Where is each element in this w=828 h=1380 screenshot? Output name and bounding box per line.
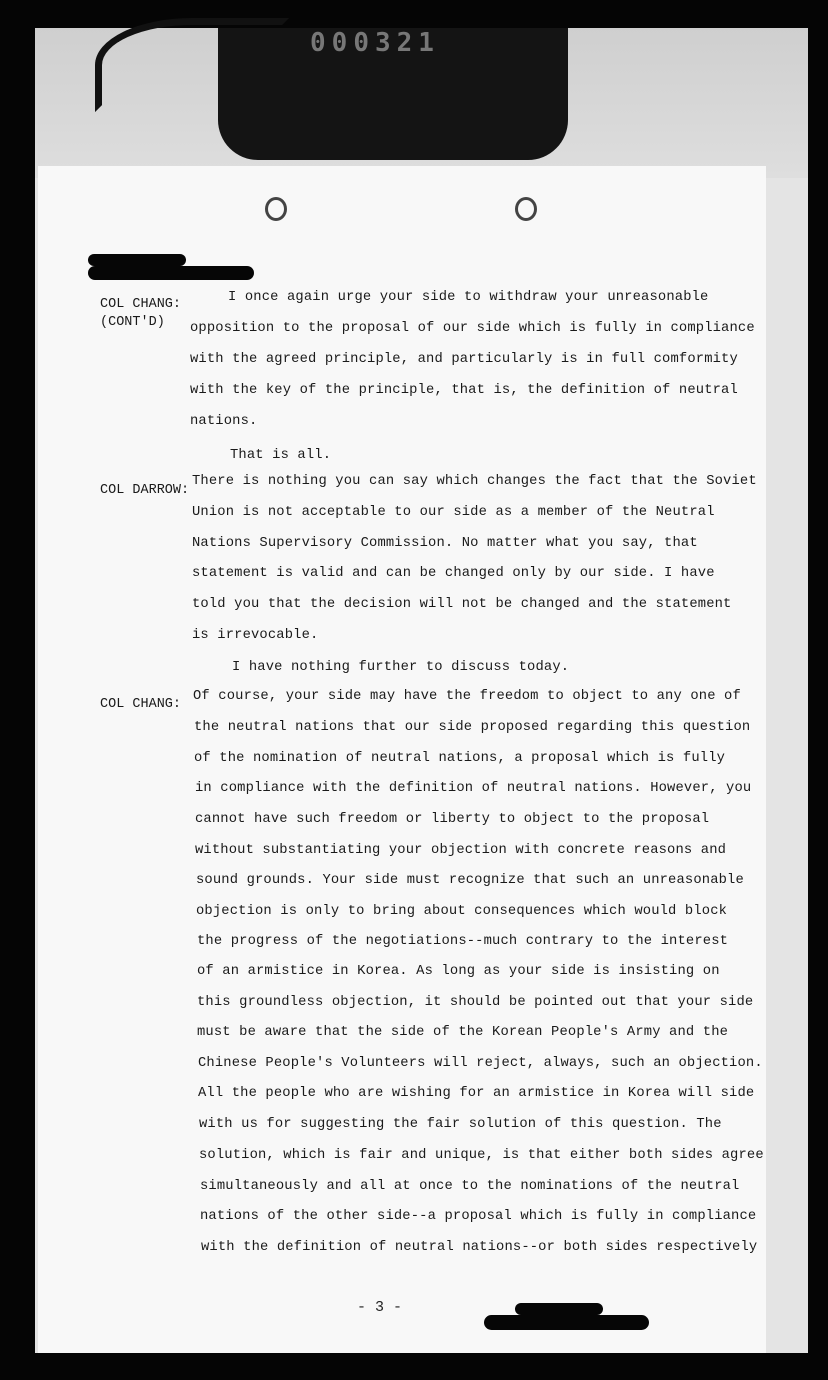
text-line: There is nothing you can say which changes the fact that the Soviet xyxy=(192,474,757,489)
text-line: in compliance with the definition of neutral nations. However, you xyxy=(195,781,752,796)
text-line: nations of the other side--a proposal which is fully in compliance xyxy=(200,1209,757,1224)
binder-clip-wire xyxy=(95,18,289,112)
text-line: Nations Supervisory Commission. No matter what you say, that xyxy=(192,536,698,551)
text-line: of the nomination of neutral nations, a proposal which is fully xyxy=(194,751,726,766)
redaction-bar xyxy=(484,1315,649,1330)
redaction-bar xyxy=(515,1303,603,1315)
text-line: is irrevocable. xyxy=(192,628,319,643)
text-line: nations. xyxy=(190,414,258,429)
text-line: the neutral nations that our side proposed regarding this question xyxy=(194,720,751,735)
text-line: statement is valid and can be changed only by our side. I have xyxy=(192,566,715,581)
speaker-label: COL CHANG: xyxy=(100,697,182,712)
text-line: with the definition of neutral nations--or both sides respectively xyxy=(201,1240,758,1255)
punch-hole-left xyxy=(265,197,287,221)
text-line: must be aware that the side of the Korean People's Army and the xyxy=(197,1025,729,1040)
text-line: with the key of the principle, that is, the definition of neutral xyxy=(190,383,738,398)
text-line: Of course, your side may have the freedom to object to any one of xyxy=(193,689,741,704)
stamp-number: 000321 xyxy=(310,28,440,58)
redaction-bar xyxy=(88,266,254,280)
page-number: - 3 - xyxy=(357,1299,403,1316)
text-line: sound grounds. Your side must recognize that such an unreasonable xyxy=(196,873,744,888)
text-line: without substantiating your objection with concrete reasons and xyxy=(195,843,727,858)
text-line: simultaneously and all at once to the nominations of the neutral xyxy=(200,1179,740,1194)
text-line: objection is only to bring about consequences which would block xyxy=(196,904,728,919)
text-line: of an armistice in Korea. As long as your side is insisting on xyxy=(197,964,720,979)
text-line: I have nothing further to discuss today. xyxy=(232,660,570,675)
text-line: That is all. xyxy=(230,448,332,463)
speaker-label: COL CHANG: xyxy=(100,297,182,312)
speaker-continued-label: (CONT'D) xyxy=(100,315,165,330)
text-line: opposition to the proposal of our side which is fully in compliance xyxy=(190,321,755,336)
text-line: the progress of the negotiations--much contrary to the interest xyxy=(197,934,729,949)
text-line: Chinese People's Volunteers will reject, always, such an objection. xyxy=(198,1056,763,1071)
text-line: All the people who are wishing for an armistice in Korea will side xyxy=(198,1086,755,1101)
text-line: this groundless objection, it should be pointed out that your side xyxy=(197,995,754,1010)
text-line: I once again urge your side to withdraw your unreasonable xyxy=(228,290,709,305)
text-line: cannot have such freedom or liberty to object to the proposal xyxy=(195,812,710,827)
text-line: Union is not acceptable to our side as a member of the Neutral xyxy=(192,505,715,520)
text-line: told you that the decision will not be changed and the statement xyxy=(192,597,732,612)
redaction-bar xyxy=(88,254,186,266)
text-line: solution, which is fair and unique, is that either both sides agree xyxy=(199,1148,764,1163)
punch-hole-right xyxy=(515,197,537,221)
speaker-label: COL DARROW: xyxy=(100,483,190,498)
text-line: with the agreed principle, and particularly is in full comformity xyxy=(190,352,738,367)
text-line: with us for suggesting the fair solution of this question. The xyxy=(199,1117,722,1132)
